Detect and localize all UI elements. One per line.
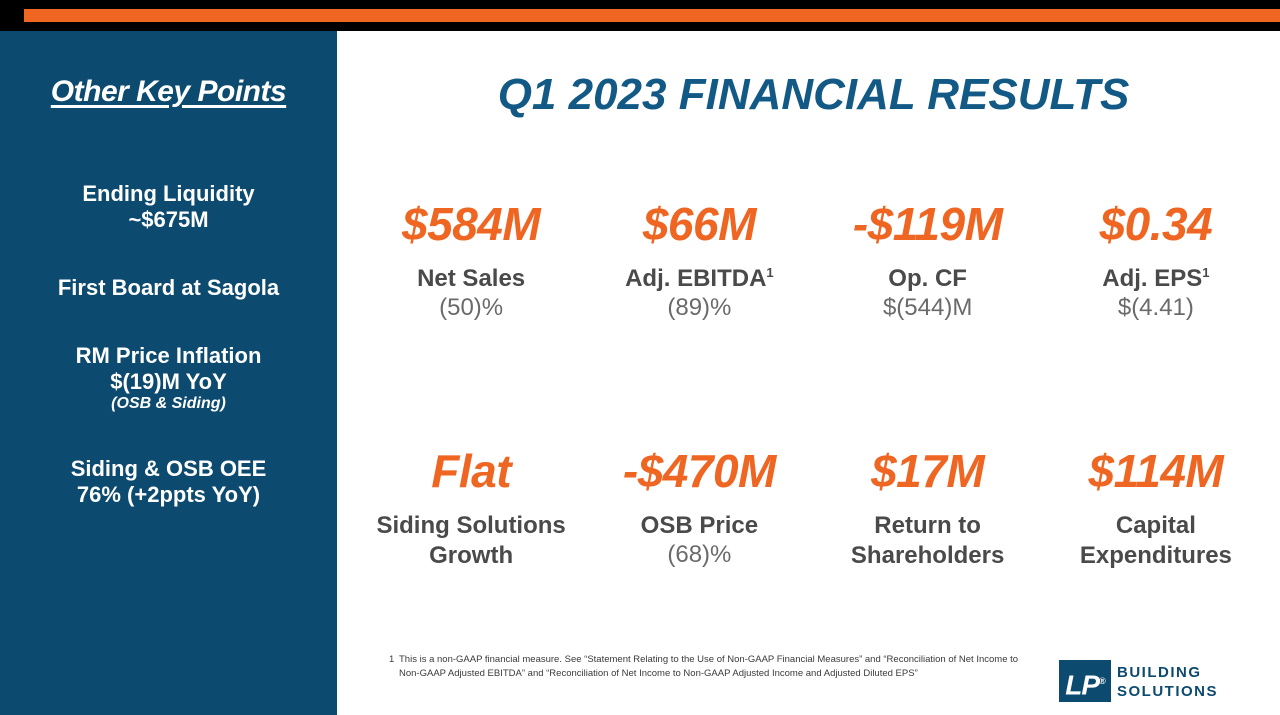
key-point-line1: First Board at Sagola [57, 274, 280, 300]
sidebar-title: Other Key Points [50, 75, 287, 108]
metric-value: -$119M [852, 198, 1003, 250]
metric-label [585, 511, 813, 541]
lp-logo-line2: SOLUTIONS [1117, 682, 1219, 700]
metric-sub: $(544)M [882, 293, 973, 321]
metric-label-text: Return to Shareholders [850, 511, 1005, 569]
lp-logo-mark [1059, 660, 1111, 702]
footnote-number: 1 [389, 654, 395, 665]
key-point-line2: $(19)M YoY [110, 368, 227, 394]
metric-adj-ebitda [585, 199, 813, 322]
key-point-line2: 76% (+2ppts YoY) [76, 481, 261, 507]
metric-label [1042, 264, 1270, 294]
metric-label-text: Adj. EPS [1102, 264, 1203, 292]
metric-label-text: Capital Expenditures [1079, 511, 1232, 569]
list-item [0, 456, 337, 508]
key-point-line2: ~$675M [128, 206, 209, 232]
metric-adj-eps [1042, 199, 1270, 322]
main-content [347, 31, 1280, 715]
metric-capital-expenditures [1042, 446, 1270, 571]
lp-logo-letters: LP [1065, 669, 1100, 701]
lp-logo-line1: BUILDING [1117, 664, 1202, 681]
page-title: Q1 2023 FINANCIAL RESULTS [497, 70, 1130, 119]
key-point-line1: RM Price Inflation [75, 342, 262, 368]
key-point-line1: Siding & OSB OEE [70, 455, 267, 481]
key-point-line1: Ending Liquidity [82, 181, 255, 206]
list-item [0, 275, 337, 301]
metric-label [814, 264, 1042, 294]
key-point-sub: (OSB & Siding) [111, 394, 226, 412]
footnote [389, 653, 1089, 681]
metric-value: $0.34 [1099, 198, 1213, 250]
metric-label-text: OSB Price [640, 511, 759, 539]
panel-divider [337, 31, 347, 715]
list-item [0, 343, 337, 414]
footnote-line1: This is a non-GAAP financial measure. See “Statement Relating to the Use of Non-GAAP Financial Measures” and “Reconciliation of Net Income to [399, 654, 1019, 665]
metric-label [585, 264, 813, 294]
metric-label-text: Siding Solutions Growth [376, 511, 566, 569]
metric-op-cf [814, 199, 1042, 322]
lp-building-solutions-logo [1059, 660, 1239, 704]
metric-sub: $(4.41) [1117, 293, 1194, 321]
metric-value: -$470M [622, 445, 776, 497]
metrics-row-1 [357, 199, 1270, 322]
metric-label [357, 511, 585, 571]
metric-return-to-shareholders [814, 446, 1042, 571]
metric-label-text: Op. CF [888, 264, 967, 292]
list-item [0, 181, 337, 233]
sidebar-panel [0, 31, 337, 715]
metric-value: $584M [402, 198, 541, 250]
metric-sub: (68)% [667, 540, 732, 568]
metric-value: $114M [1088, 445, 1224, 497]
metric-label [1042, 511, 1270, 571]
registered-trademark-icon: ® [1099, 676, 1105, 686]
metric-label-text: Adj. EBITDA [625, 264, 767, 292]
metric-footnote-marker: 1 [1202, 264, 1210, 280]
footnote-line2: Non-GAAP Adjusted EBITDA” and “Reconciliation of Net Income to Non-GAAP Adjusted Income and Adjusted Diluted EPS” [399, 667, 918, 679]
metric-label [357, 264, 585, 294]
metric-value: Flat [431, 445, 512, 497]
metric-value: $17M [871, 445, 985, 497]
metric-net-sales [357, 199, 585, 322]
key-points-list [0, 181, 337, 550]
metric-sub: (89)% [667, 293, 732, 321]
metric-label-text: Net Sales [417, 264, 526, 292]
metric-footnote-marker: 1 [766, 264, 774, 280]
metric-value: $66M [642, 198, 756, 250]
metric-sub: (50)% [439, 293, 504, 321]
metrics-row-2 [357, 446, 1270, 571]
metric-siding-solutions-growth [357, 446, 585, 571]
lp-logo-wordmark [1117, 664, 1218, 702]
top-orange-accent-bar [24, 9, 1280, 22]
metric-label [814, 511, 1042, 571]
metric-osb-price [585, 446, 813, 571]
